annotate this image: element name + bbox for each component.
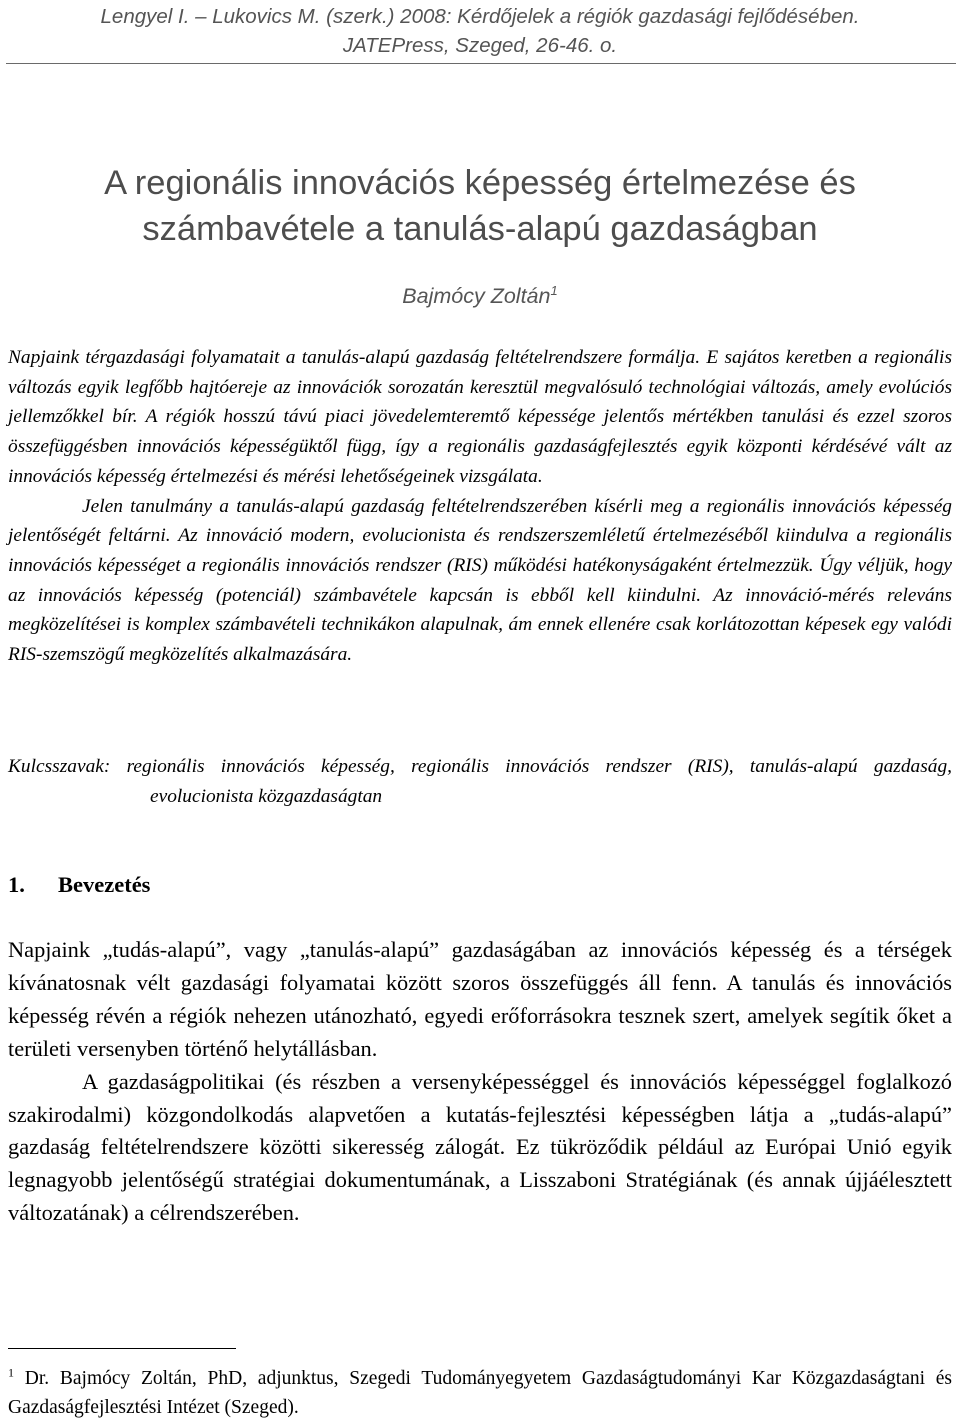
body-paragraph-1: Napjaink „tudás-alapú”, vagy „tanulás-alapú” gazdaságában az innovációs képesség és a térségek kívánatosnak vélt gazdasági folyamatai között szoros összefüggés áll fenn. A tanulás és innovációs képesség révén a régiók nehezen utánozható, egyedi erőforrásokra tesznek szert, amelyek segítik őket a területi versenyben történő helytállásban. <box>8 937 952 1061</box>
section-heading <box>8 870 150 900</box>
abstract-paragraph-1: Napjaink térgazdasági folyamatait a tanulás-alapú gazdaság feltételrendszere formálja. E sajátos keretben a regionális változás egyik legfőbb hajtóereje az innovációk sorozatán keresztül megvalósuló technológiai változás, amely evolúciós jellemzőkkel bír. A régiók hosszú távú piaci jövedelemteremtő képessége jelentős mértékben tanulási és ezzel szoros összefüggésben innovációs képességüktől függ, így a regionális gazdaságfejlesztés egyik központi kérdésévé vált az innovációs képesség értelmezési és mérési lehetőségeinek vizsgálata. <box>8 347 952 487</box>
section-number: 1. <box>8 872 25 897</box>
author-line <box>0 281 960 311</box>
footnote-mark: 1 <box>8 1365 14 1380</box>
header-citation-line: Lengyel I. – Lukovics M. (szerk.) 2008: Kérdőjelek a régiók gazdasági fejlődésében. <box>100 5 860 28</box>
running-header <box>0 2 960 60</box>
footnote-text: Dr. Bajmócy Zoltán, PhD, adjunktus, Szegedi Tudományegyetem Gazdaságtudományi Kar Közgazdaságtani és Gazdaságfejlesztési Intézet (Szeged). <box>8 1368 953 1418</box>
header-divider <box>6 63 956 64</box>
title-line-1: A regionális innovációs képesség értelmezése és <box>104 164 856 202</box>
title-line-2: számbavétele a tanulás-alapú gazdaságban <box>142 210 818 248</box>
section-title: Bevezetés <box>58 872 151 897</box>
author-footnote-mark: 1 <box>550 282 558 298</box>
paper-title <box>0 160 960 252</box>
keywords: Kulcsszavak: regionális innovációs képesség, regionális innovációs rendszer (RIS), tanulás-alapú gazdaság, evolucionista közgazdaságtan <box>8 756 952 807</box>
author-name: Bajmócy Zoltán <box>402 284 551 308</box>
header-publisher-line: JATEPress, Szeged, 26-46. o. <box>342 34 618 57</box>
footnote-divider <box>8 1348 236 1349</box>
abstract-paragraph-2: Jelen tanulmány a tanulás-alapú gazdaság feltételrendszerében kísérli meg a regionális innovációs képesség jelentőségét feltárni. Az innováció modern, evolucionista és rendszerszemléletű értelmezéséből kiindulva a regionális innovációs képességet a regionális innovációs rendszer (RIS) működési hatékonyságaként értelmezzük. Úgy véljük, hogy az innovációs képesség (potenciál) számbavétele kapcsán is ebből kell kiindulni. Az innováció-mérés releváns megközelítései is komplex számbavételi technikákon alapulnak, ám ennek ellenére csak korlátozottan képesek egy valódi RIS-szemszögű megközelítés alkalmazására. <box>8 495 952 666</box>
body-paragraph-2: A gazdaságpolitikai (és részben a versenyképességgel és innovációs képességgel foglalkozó szakirodalmi) közgondolkodás alapvetően a kutatás-fejlesztési képességben látja a „tudás-alapú” gazdaság feltételrendszere közötti sikeresség zálogát. Ez tükröződik például az Európai Unió egyik legnagyobb jelentőségű stratégiai dokumentumának, a Lisszaboni Stratégiának (és annak újjáélesztett változatának) a célrendszerében. <box>8 1068 952 1226</box>
abstract <box>8 343 952 670</box>
section-body <box>8 934 952 1230</box>
footnote <box>8 1364 952 1422</box>
